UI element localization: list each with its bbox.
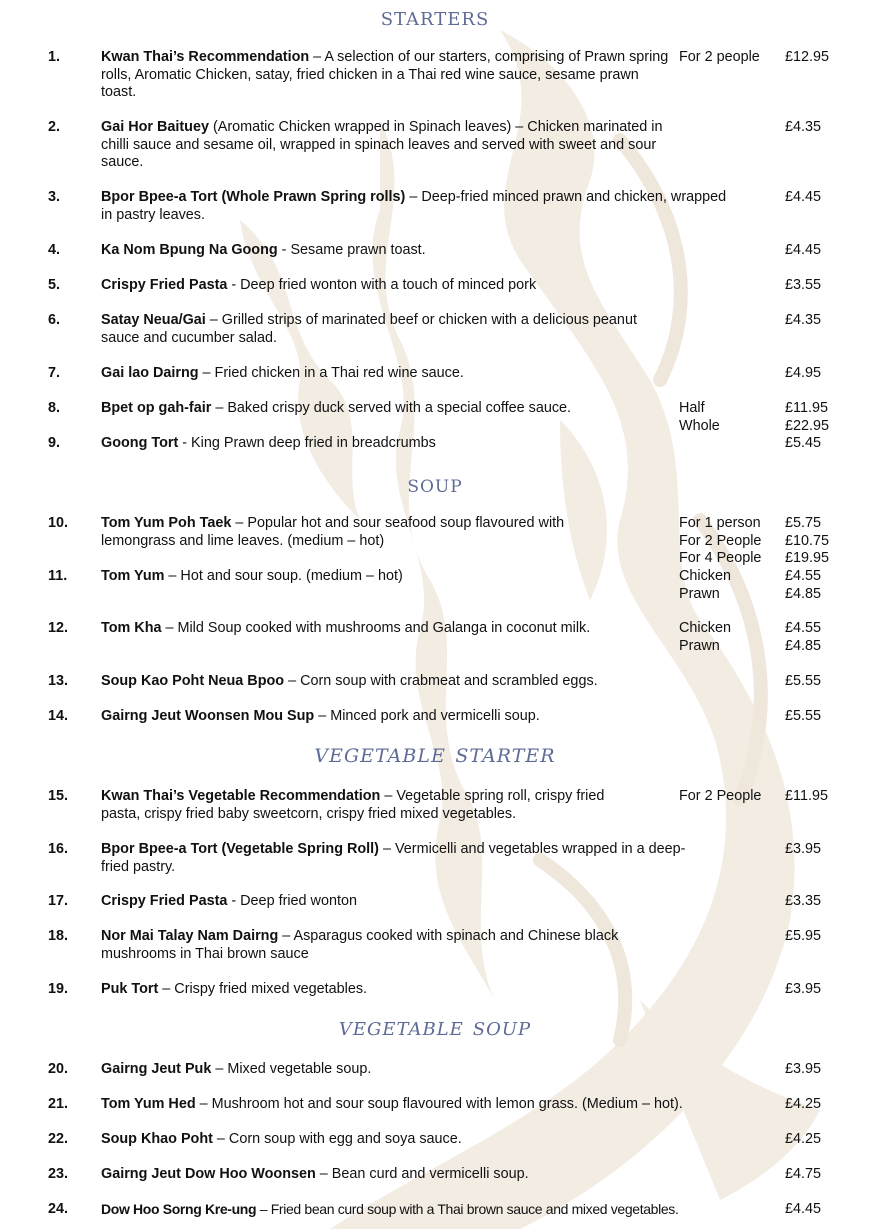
item-number: 10. — [48, 515, 69, 531]
item-number: 13. — [48, 673, 69, 689]
section-title-starters: starters — [380, 2, 490, 32]
item-description — [101, 841, 686, 876]
item-text: - Deep fried wonton — [227, 893, 357, 909]
item-prices — [785, 515, 829, 568]
price: £11.95 — [785, 788, 828, 804]
item-description — [101, 49, 676, 102]
price: £4.85 — [785, 637, 822, 654]
item-name: Puk Tort — [101, 981, 159, 997]
item-prices — [785, 928, 821, 946]
item-name: Soup Kao Poht Neua Bpoo — [101, 673, 285, 689]
portion-label: For 1 person — [679, 515, 761, 531]
item-description — [101, 400, 676, 418]
item-text: – Asparagus cooked with spinach and Chinese black mushrooms in Thai brown sauce — [101, 928, 619, 962]
item-text: – Vegetable spring roll, crispy fried pasta, crispy fried baby sweetcorn, crispy fried mixed vegetables. — [101, 788, 605, 822]
price: £3.95 — [785, 1061, 822, 1077]
portion-label: Half — [679, 400, 705, 416]
portion-label: Prawn — [679, 585, 720, 602]
item-number: 20. — [48, 1061, 69, 1077]
item-number: 23. — [48, 1166, 69, 1182]
item-number: 4. — [48, 242, 61, 258]
item-text: – Corn soup with egg and soya sauce. — [212, 1131, 462, 1147]
item-text: – Corn soup with crabmeat and scrambled eggs. — [284, 673, 598, 689]
item-text: – Bean curd and vermicelli soup. — [315, 1166, 529, 1182]
item-prices — [785, 673, 821, 691]
item-prices — [785, 1061, 821, 1079]
price: £3.95 — [785, 981, 822, 997]
item-prices — [785, 981, 821, 999]
item-name: Ka Nom Bpung Na Goong — [101, 242, 278, 258]
item-prices — [785, 708, 821, 726]
item-name: Gai Hor Baituey — [101, 119, 209, 135]
item-text: – Mushroom hot and sour soup flavoured with lemon grass. (Medium – hot). — [195, 1096, 683, 1112]
price: £4.45 — [785, 1201, 822, 1217]
item-description — [101, 928, 686, 963]
item-description — [101, 1061, 791, 1079]
item-prices — [785, 841, 821, 859]
item-text: – Baked crispy duck served with a special coffee sauce. — [211, 400, 572, 416]
item-text: – Mild Soup cooked with mushrooms and Galanga in coconut milk. — [161, 620, 591, 636]
item-prices — [785, 435, 821, 453]
item-description — [101, 365, 676, 383]
item-description — [101, 515, 601, 550]
item-text: – Deep-fried minced prawn and chicken, wrapped in pastry leaves. — [101, 189, 727, 223]
price: £4.45 — [785, 189, 822, 205]
item-number: 15. — [48, 788, 69, 804]
item-name: Kwan Thai’s Vegetable Recommendation — [101, 788, 381, 804]
item-prices — [785, 1131, 821, 1149]
item-number: 11. — [48, 568, 68, 584]
item-name: Tom Yum Hed — [101, 1096, 196, 1112]
item-portions — [679, 620, 731, 655]
portion-label: Chicken — [679, 620, 731, 636]
price: £4.55 — [785, 620, 822, 636]
item-prices — [785, 277, 821, 295]
price: £4.75 — [785, 1166, 822, 1182]
item-prices — [785, 189, 821, 207]
item-name: Gairng Jeut Dow Hoo Woonsen — [101, 1166, 316, 1182]
item-number: 8. — [48, 400, 61, 416]
price: £22.95 — [785, 417, 830, 434]
portion-label: For 4 People — [679, 550, 762, 566]
section-title-vegetable-starter: vegetable starter — [314, 738, 556, 769]
item-description — [101, 435, 676, 453]
item-description — [101, 708, 676, 726]
item-text: – A selection of our starters, comprising of Prawn spring rolls, Aromatic Chicken, satay, fried chicken in a Thai red wine sauce, sesame prawn toast. — [101, 49, 669, 100]
item-prices — [785, 242, 821, 260]
item-description — [101, 893, 676, 911]
item-prices — [785, 893, 821, 911]
item-name: Bpet op gah-fair — [101, 400, 212, 416]
item-name: Bpor Bpee-a Tort (Vegetable Spring Roll) — [101, 841, 379, 857]
price: £3.35 — [785, 893, 822, 909]
item-name: Gairng Jeut Puk — [101, 1061, 212, 1077]
item-text: - Sesame prawn toast. — [277, 242, 426, 258]
item-name: Crispy Fried Pasta — [101, 893, 228, 909]
item-name: Gai lao Dairng — [101, 365, 199, 381]
item-prices — [785, 1096, 821, 1114]
item-text: – Mixed vegetable soup. — [211, 1061, 372, 1077]
item-name: Soup Khao Poht — [101, 1131, 213, 1147]
price: £12.95 — [785, 49, 830, 65]
item-prices — [785, 400, 829, 435]
item-portions — [679, 400, 720, 435]
item-number: 16. — [48, 841, 69, 857]
item-description — [101, 277, 676, 295]
item-name: Gairng Jeut Woonsen Mou Sup — [101, 708, 315, 724]
item-name: Dow Hoo Sorng Kre-ung — [101, 1201, 257, 1217]
item-text: – Vermicelli and vegetables wrapped in a deep-fried pastry. — [101, 841, 686, 875]
item-description — [101, 1131, 791, 1149]
item-text: – Minced pork and vermicelli soup. — [314, 708, 540, 724]
item-text: (Aromatic Chicken wrapped in Spinach leaves) – Chicken marinated in chilli sauce and sesame oil, wrapped in spinach leaves and served with sweet and sour sauce. — [101, 119, 663, 170]
portion-label: For 2 People — [679, 788, 762, 804]
item-description — [101, 620, 676, 638]
price: £19.95 — [785, 550, 830, 566]
price: £5.55 — [785, 708, 822, 724]
price: £5.55 — [785, 673, 822, 689]
item-description — [101, 189, 741, 224]
item-name: Bpor Bpee-a Tort (Whole Prawn Spring rolls) — [101, 189, 406, 205]
item-prices — [785, 1166, 821, 1184]
item-description — [101, 568, 676, 586]
item-prices — [785, 788, 828, 806]
item-text: - King Prawn deep fried in breadcrumbs — [178, 435, 436, 451]
item-number: 5. — [48, 277, 61, 293]
price: £4.95 — [785, 365, 822, 381]
portion-label: For 2 people — [679, 49, 760, 65]
section-title-soup: soup — [407, 470, 463, 498]
item-text: – Popular hot and sour seafood soup flavoured with lemongrass and lime leaves. (medium – hot) — [101, 515, 565, 549]
item-description — [101, 1166, 791, 1184]
item-name: Goong Tort — [101, 435, 179, 451]
item-description — [101, 673, 676, 691]
price: £4.45 — [785, 242, 822, 258]
price: £10.75 — [785, 532, 830, 549]
price: £4.35 — [785, 119, 822, 135]
item-number: 24. — [48, 1201, 69, 1217]
item-prices — [785, 568, 821, 603]
item-prices — [785, 119, 821, 137]
price: £4.85 — [785, 585, 822, 602]
item-portions — [679, 49, 760, 67]
item-prices — [785, 49, 829, 67]
item-name: Nor Mai Talay Nam Dairng — [101, 928, 279, 944]
portion-label: Chicken — [679, 568, 731, 584]
section-title-vegetable-soup: vegetable soup — [338, 1012, 532, 1041]
item-name: Tom Kha — [101, 620, 162, 636]
item-prices — [785, 365, 821, 383]
item-number: 22. — [48, 1131, 69, 1147]
price: £3.55 — [785, 277, 822, 293]
item-prices — [785, 1201, 821, 1219]
item-text: - Deep fried wonton with a touch of minced pork — [227, 277, 537, 293]
item-portions — [679, 568, 731, 603]
item-number: 21. — [48, 1096, 69, 1112]
item-number: 17. — [48, 893, 69, 909]
price: £5.95 — [785, 928, 822, 944]
portion-label: Prawn — [679, 637, 720, 654]
item-text: – Hot and sour soup. (medium – hot) — [164, 568, 403, 584]
item-text: – Fried chicken in a Thai red wine sauce. — [198, 365, 464, 381]
item-name: Kwan Thai’s Recommendation — [101, 49, 310, 65]
item-description — [101, 1201, 791, 1219]
price: £4.35 — [785, 312, 822, 328]
item-number: 12. — [48, 620, 69, 636]
item-description — [101, 981, 676, 999]
price: £4.55 — [785, 568, 822, 584]
item-portions — [679, 788, 761, 806]
item-number: 19. — [48, 981, 69, 997]
item-number: 9. — [48, 435, 61, 451]
price: £5.45 — [785, 435, 822, 451]
item-description — [101, 312, 646, 347]
item-text: – Fried bean curd soup with a Thai brown sauce and mixed vegetables. — [256, 1201, 679, 1217]
price: £3.95 — [785, 841, 822, 857]
item-name: Satay Neua/Gai — [101, 312, 206, 328]
item-number: 18. — [48, 928, 69, 944]
portion-label: For 2 People — [679, 532, 762, 549]
item-prices — [785, 620, 821, 655]
item-description — [101, 788, 646, 823]
price: £4.25 — [785, 1096, 822, 1112]
item-number: 3. — [48, 189, 61, 205]
price: £5.75 — [785, 515, 822, 531]
item-name: Tom Yum — [101, 568, 165, 584]
item-prices — [785, 312, 821, 330]
price: £4.25 — [785, 1131, 822, 1147]
item-number: 7. — [48, 365, 61, 381]
item-number: 6. — [48, 312, 61, 328]
item-number: 1. — [48, 49, 61, 65]
item-description — [101, 242, 676, 260]
item-text: – Grilled strips of marinated beef or chicken with a delicious peanut sauce and cucumber salad. — [101, 312, 637, 346]
item-name: Tom Yum Poh Taek — [101, 515, 232, 531]
portion-label: Whole — [679, 417, 720, 434]
item-description — [101, 119, 676, 172]
price: £11.95 — [785, 400, 828, 416]
item-number: 14. — [48, 708, 69, 724]
item-name: Crispy Fried Pasta — [101, 277, 228, 293]
item-portions — [679, 515, 761, 568]
item-number: 2. — [48, 119, 61, 135]
item-text: – Crispy fried mixed vegetables. — [158, 981, 368, 997]
item-description — [101, 1096, 791, 1114]
